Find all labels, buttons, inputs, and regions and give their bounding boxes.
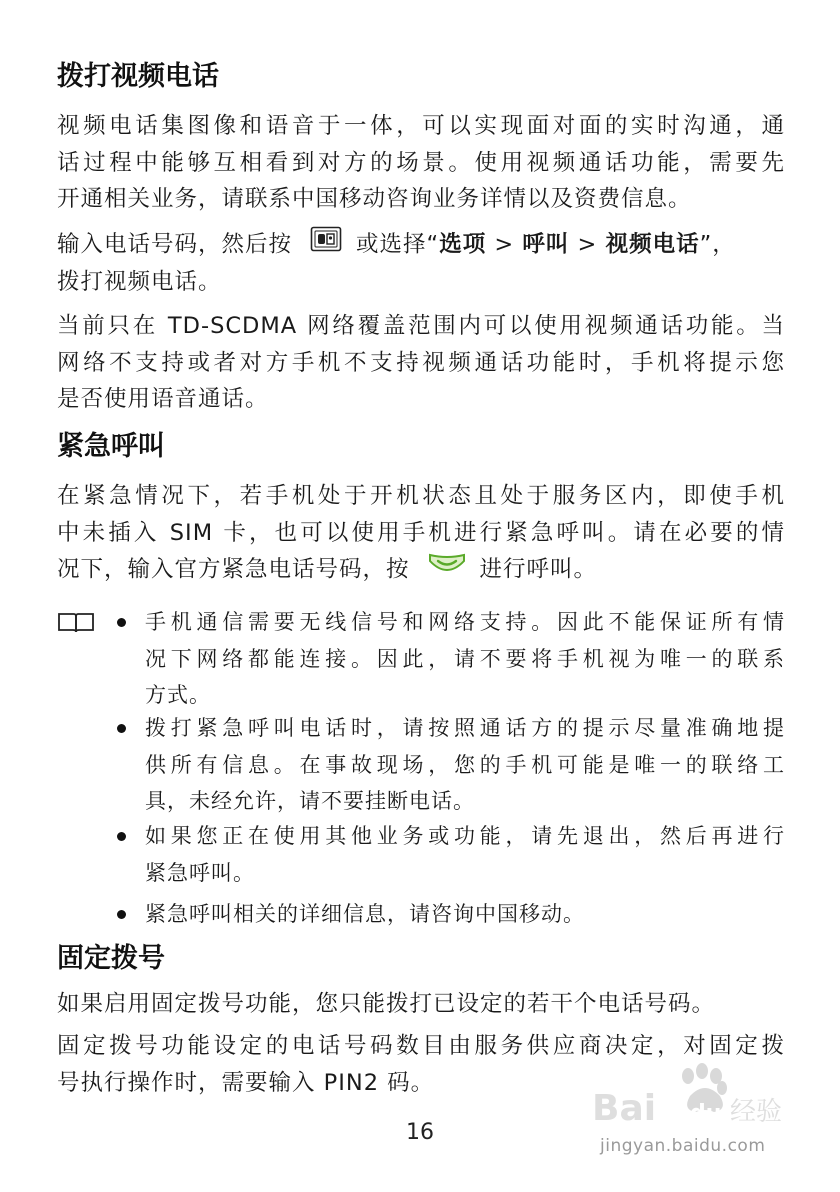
emergency-intro: [57, 478, 785, 589]
heading-fixed-dial: 固定拨号: [57, 943, 165, 974]
video-call-coverage: [57, 308, 785, 418]
text-line: 拨打视频电话。: [57, 268, 222, 295]
video-call-intro: [57, 108, 785, 218]
separator: >: [569, 231, 606, 258]
text-line: 如果您正在使用其他业务或功能，请先退出，然后再进行: [145, 824, 785, 848]
text-line: 具，未经允许，请不要挂断电话。: [145, 789, 475, 813]
separator: >: [486, 231, 523, 258]
note-text: [145, 818, 785, 891]
text-line: 如果启用固定拨号功能，您只能拨打已设定的若干个电话号码。: [57, 991, 716, 1017]
menu-option-label: 选项: [439, 231, 487, 258]
bullet-dot: [117, 910, 126, 919]
heading-video-call: 拨打视频电话: [57, 61, 219, 92]
text-fragment: 或选择“: [356, 231, 440, 258]
text-line: 况下网络都能连接。因此，请不要将手机视为唯一的联系: [145, 646, 785, 671]
text-line: 紧急呼叫相关的详细信息，请咨询中国移动。: [145, 902, 585, 926]
text-line: 紧急呼叫。: [145, 860, 255, 885]
text-fragment: 进行呼叫。: [479, 556, 598, 583]
text-line: 开通相关业务，请联系中国移动咨询业务详情以及资费信息。: [57, 186, 692, 212]
bullet-dot: [117, 724, 126, 733]
menu-video-call-label: 视频电话: [605, 231, 700, 258]
text-line: 供所有信息。在事故现场，您的手机可能是唯一的联络工: [145, 752, 785, 777]
text-fragment: ”，: [699, 231, 736, 258]
watermark-url: jingyan.baidu.com: [600, 1136, 766, 1156]
text-fragment: 输入电话号码，然后按: [57, 231, 293, 258]
text-line: 视频电话集图像和语音于一体，可以实现面对面的实时沟通，通: [57, 113, 785, 139]
text-line: [57, 551, 785, 589]
note-text: [145, 710, 785, 820]
bullet-dot: [117, 618, 126, 627]
text-line: 拨打紧急呼叫电话时，请按照通话方的提示尽量准确地提: [145, 716, 785, 740]
video-call-instructions: [57, 226, 785, 300]
fixed-dial-intro: [57, 986, 785, 1023]
video-call-key-icon: [310, 226, 342, 264]
call-key-icon: [428, 551, 466, 589]
heading-emergency: 紧急呼叫: [57, 431, 165, 462]
text-line: 号执行操作时，需要输入 PIN2 码。: [57, 1069, 435, 1096]
note-text: [145, 604, 785, 714]
text-line: 方式。: [145, 683, 211, 707]
page-number: 16: [406, 1120, 434, 1145]
text-line: [57, 226, 785, 264]
text-fragment: 况下，输入官方紧急电话号码，按: [57, 556, 410, 583]
svg-text:经验: 经验: [730, 1097, 783, 1127]
text-line: 当前只在 TD-SCDMA 网络覆盖范围内可以使用视频通话功能。当: [57, 313, 785, 339]
svg-text:Bai: Bai: [592, 1088, 657, 1129]
text-line: 网络不支持或者对方手机不支持视频通话功能时，手机将提示您: [57, 349, 785, 376]
menu-call-label: 呼叫: [522, 231, 570, 258]
note-text: [145, 896, 785, 933]
text-line: 中未插入 SIM 卡，也可以使用手机进行紧急呼叫。请在必要的情: [57, 519, 785, 546]
svg-text:du: du: [690, 1101, 722, 1126]
text-line: 话过程中能够互相看到对方的场景。使用视频通话功能，需要先: [57, 149, 785, 176]
text-line: 固定拨号功能设定的电话号码数目由服务供应商决定，对固定拨: [57, 1033, 785, 1059]
bullet-dot: [117, 832, 126, 841]
text-line: 在紧急情况下，若手机处于开机状态且处于服务区内，即使手机: [57, 483, 785, 509]
text-line: 手机通信需要无线信号和网络支持。因此不能保证所有情: [145, 610, 785, 634]
book-note-icon: [57, 612, 95, 638]
text-line: 是否使用语音通话。: [57, 386, 269, 412]
